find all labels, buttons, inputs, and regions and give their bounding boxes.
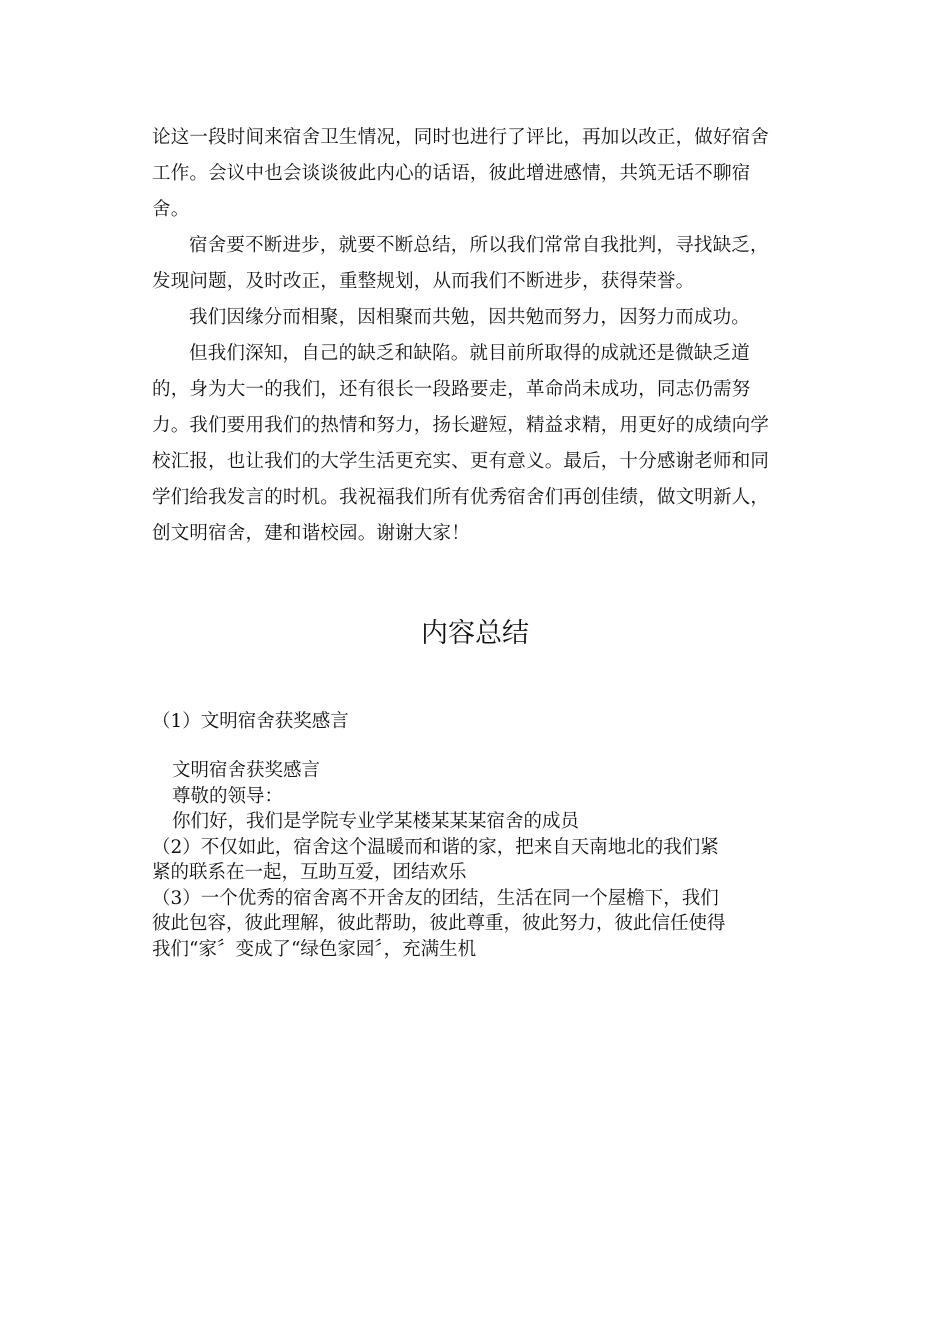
text-line: 校汇报，也让我们的大学生活更充实、更有意义。最后，十分感谢老师和同 (152, 451, 770, 472)
text-line: 力。我们要用我们的热情和努力，扬长避短，精益求精，用更好的成绩向学 (152, 415, 770, 436)
summary-line: 我们“家〞变成了“绿色家园〞，充满生机 (152, 938, 477, 960)
text-line: 但我们深知，自己的缺乏和缺陷。就目前所取得的成就还是微缺乏道 (189, 343, 751, 364)
text-line: 论这一段时间来宿舍卫生情况，同时也进行了评比，再加以改正，做好宿舍 (152, 127, 770, 148)
text-line: 舍。 (152, 199, 190, 220)
text-line: 发现问题，及时改正，重整规划，从而我们不断进步，获得荣誉。 (152, 271, 695, 292)
summary-line: 你们好，我们是学院专业学某楼某某某宿舍的成员 (172, 811, 580, 832)
text-line: 创文明宿舍，建和谐校园。谢谢大家！ (152, 523, 470, 544)
summary-list (152, 758, 802, 962)
summary-line: 文明宿舍获奖感言 (172, 760, 321, 781)
summary-line: （2）不仅如此，宿舍这个温暖而和谐的家，把来自天南地北的我们紧 (152, 836, 719, 858)
text-line: 我们因缘分而相聚，因相聚而共勉，因共勉而努力，因努力而成功。 (189, 307, 751, 328)
summary-line: 紧的联系在一起，互助互爱，团结欢乐 (152, 862, 467, 883)
summary-line: （3）一个优秀的宿舍离不开舍友的团结，生活在同一个屋檐下，我们 (152, 887, 719, 909)
text-line: 工作。会议中也会谈谈彼此内心的话语，彼此增进感情，共筑无话不聊宿 (152, 163, 751, 184)
summary-item-1: （1）文明宿舍获奖感言 (152, 711, 349, 732)
text-line: 宿舍要不断进步，就要不断总结，所以我们常常自我批判，寻找缺乏， (189, 235, 769, 256)
body-text (152, 120, 792, 552)
text-line: 学们给我发言的时机。我祝福我们所有优秀宿舍们再创佳绩，做文明新人， (152, 487, 770, 508)
summary-heading: 内容总结 (421, 618, 529, 649)
summary-line: 尊敬的领导： (172, 785, 284, 807)
paragraph-1 (152, 120, 792, 228)
paragraph-3 (152, 300, 792, 336)
paragraph-2 (152, 228, 792, 300)
text-line: 的，身为大一的我们，还有很长一段路要走，革命尚未成功，同志仍需努 (152, 379, 751, 400)
summary-line: 彼此包容，彼此理解，彼此帮助，彼此尊重，彼此努力，彼此信任使得 (152, 913, 726, 934)
paragraph-4 (152, 336, 792, 552)
